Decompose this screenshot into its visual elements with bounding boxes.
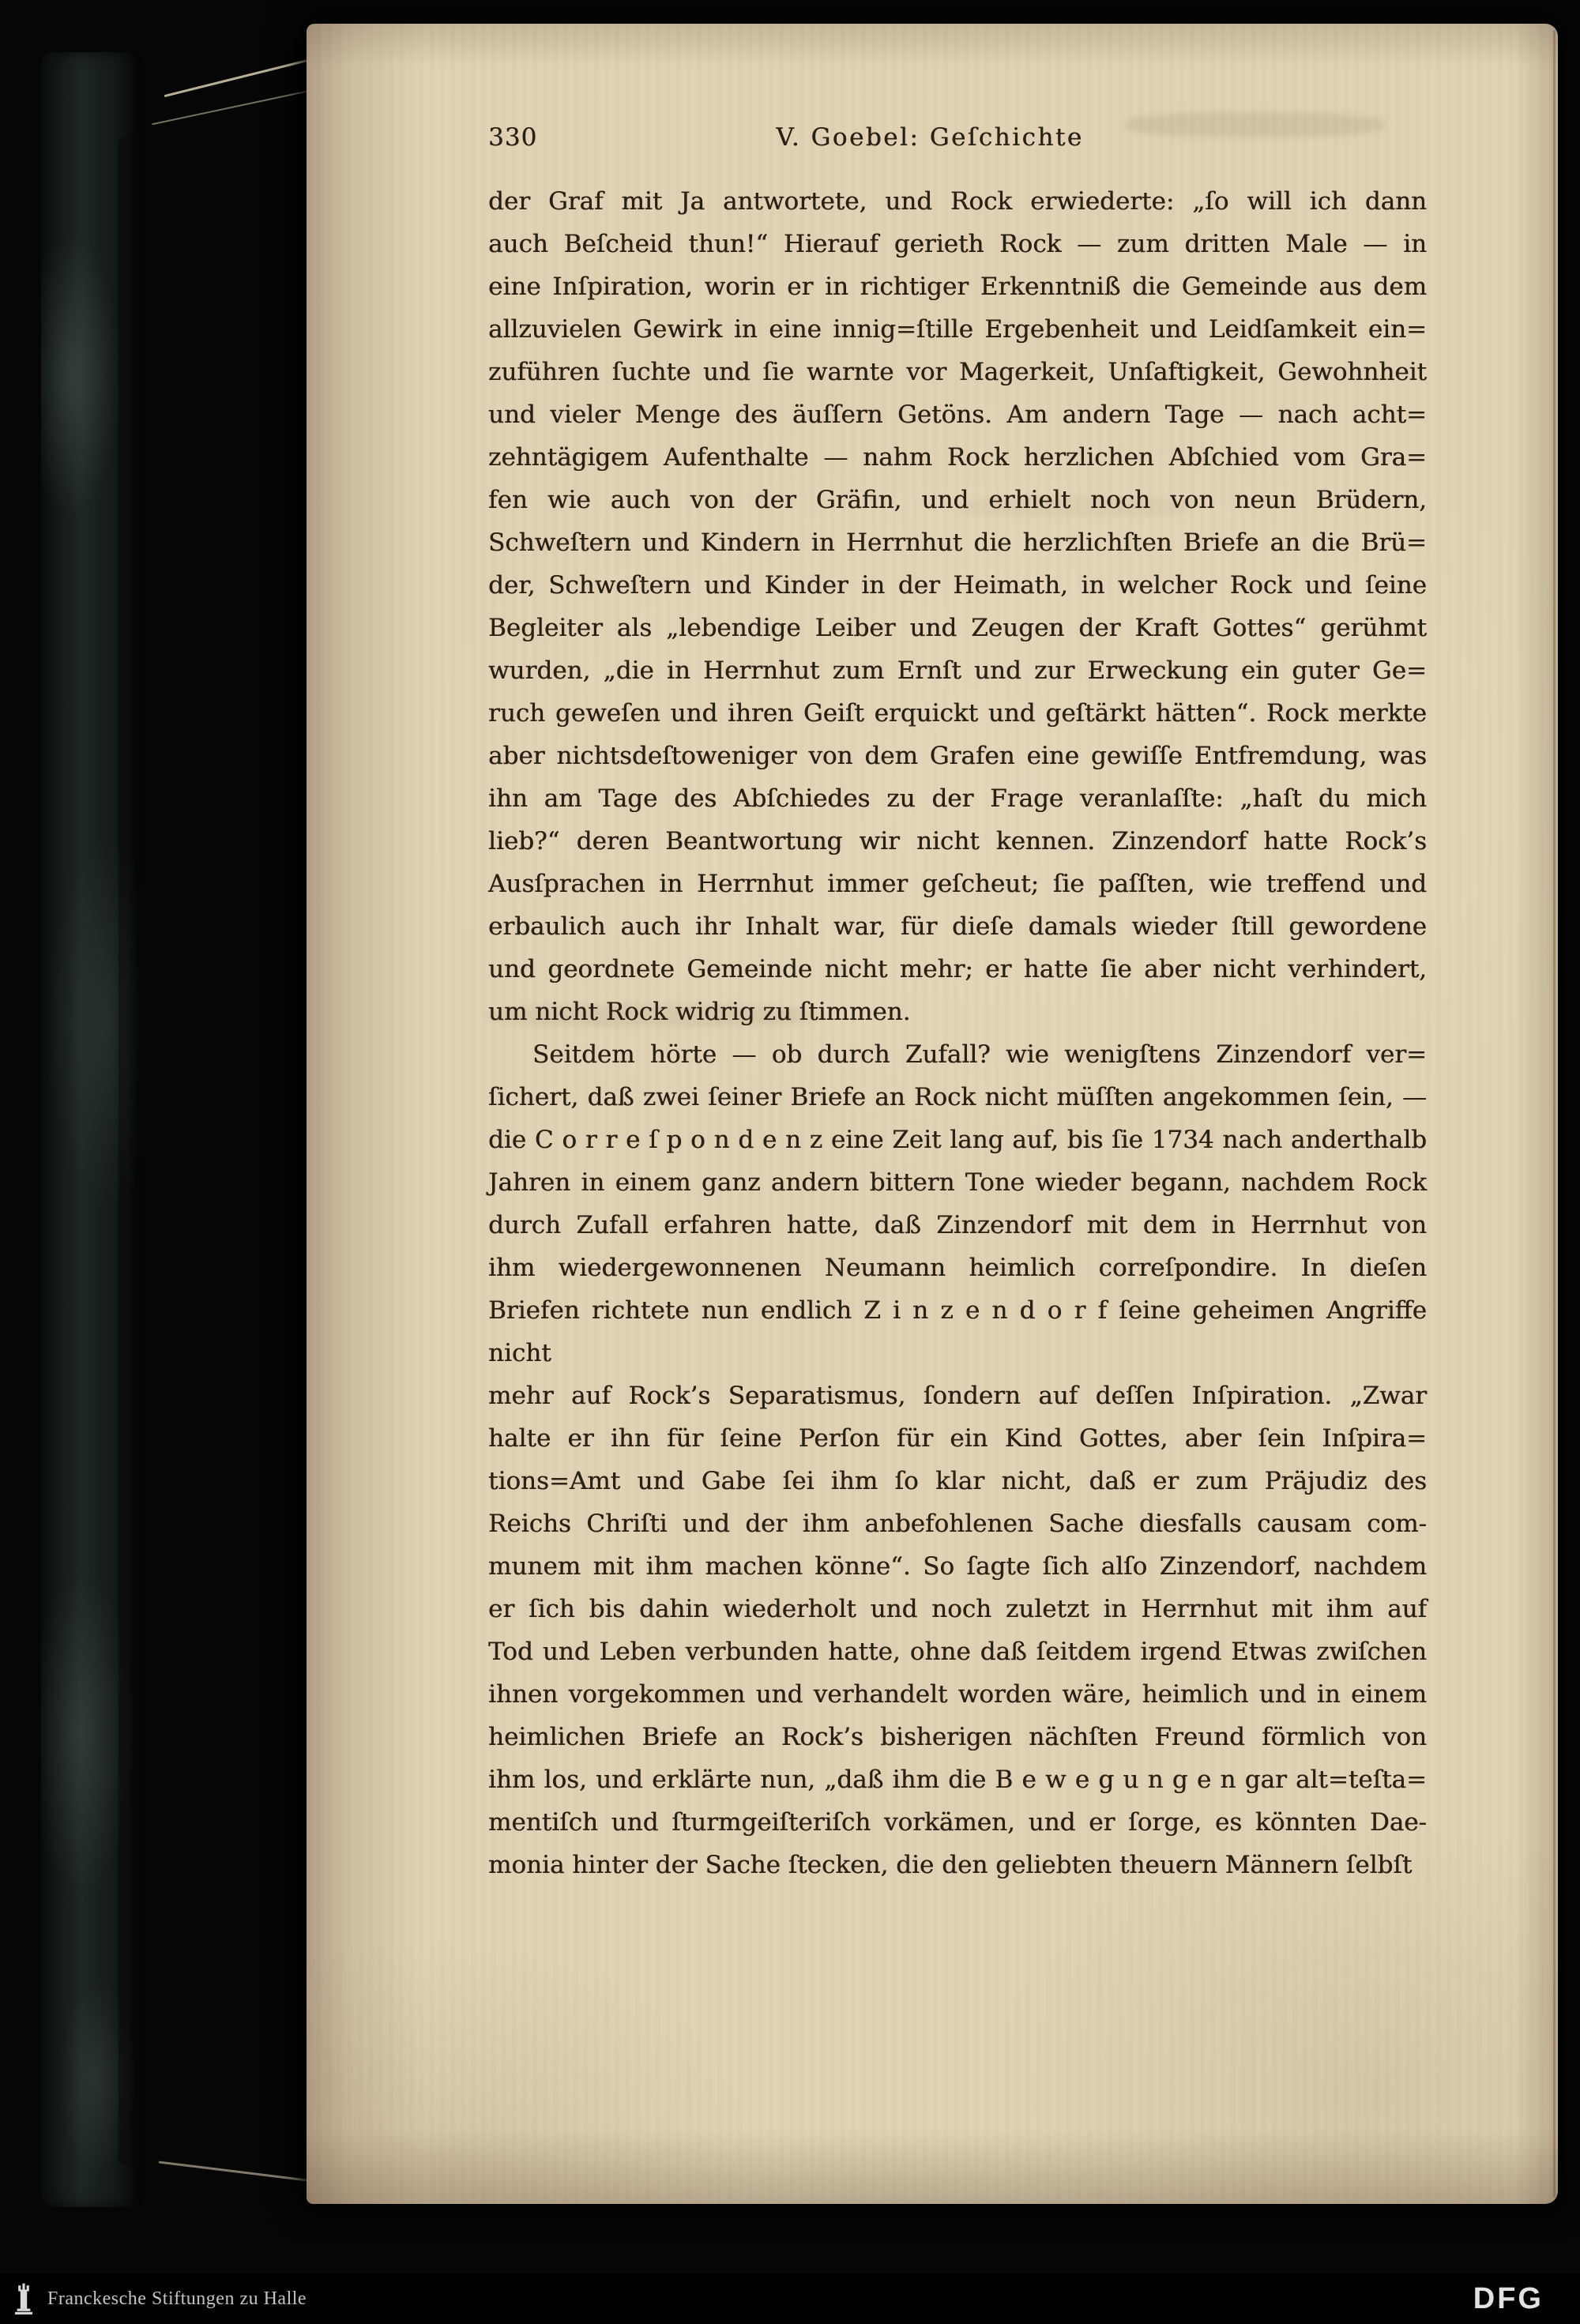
text-line: ihm wiedergewonnenen Neumann heimlich correſpondire. In dieſen [488,1254,1427,1282]
text-line: ruch geweſen und ihren Geiſt erquickt und geſtärkt hätten“. Rock merkte [488,699,1427,728]
text-line: lieb?“ deren Beantwortung wir nicht kennen. Zinzendorf hatte Rock’s [488,827,1427,856]
page-edge-stack [118,30,314,2220]
text-line: mentiſch und ſturmgeiſteriſch vorkämen, und er ſorge, es könnten Dae- [488,1808,1427,1837]
text-block [488,123,1427,1886]
text-line: auch Beſcheid thun!“ Hierauf gerieth Rock — zum dritten Male — in [488,230,1427,258]
text-line: um nicht Rock widrig zu ſtimmen. [488,998,911,1026]
text-line: wurden, „die in Herrnhut zum Ernſt und zur Erweckung ein guter Ge= [488,656,1427,685]
text-line: Seitdem hörte — ob durch Zufall? wie wenigſtens Zinzendorf ver= [532,1040,1427,1069]
text-line: erbaulich auch ihr Inhalt war, für dieſe damals wieder ſtill gewordene [488,912,1427,941]
text-line: aber nichtsdeſtoweniger von dem Grafen eine gewiſſe Entfremdung, was [488,742,1427,770]
text-line: tions=Amt und Gabe ſei ihm ſo klar nicht, daß er zum Präjudiz des [488,1467,1427,1495]
text-line: und vieler Menge des äuſſern Getöns. Am andern Tage — nach acht= [488,400,1427,429]
institution-name: Franckesche Stiftungen zu Halle [47,2288,307,2309]
institution-block [13,2282,307,2315]
text-line: ihn am Tage des Abſchiedes zu der Frage veranlaſſte: „haſt du mich [488,784,1427,813]
text-line: heimlichen Briefe an Rock’s bisherigen nächſten Freund förmlich von [488,1723,1427,1751]
text-line: Reichs Chriſti und der ihm anbefohlenen Sache diesfalls causam com- [488,1510,1427,1538]
body-text [488,180,1427,1886]
text-line: durch Zufall erfahren hatte, daß Zinzendorf mit dem in Herrnhut von [488,1211,1427,1239]
text-line: der Graf mit Ja antwortete, und Rock erwiederte: „ſo will ich dann [488,187,1427,216]
text-line: er ſich bis dahin wiederholt und noch zuletzt in Herrnhut mit ihm auf [488,1595,1427,1623]
text-line: Begleiter als „lebendige Leiber und Zeugen der Kraft Gottes“ gerühmt [488,614,1427,642]
text-line: Briefen richtete nun endlich Z i n z e n d o r f ſeine geheimen Angriffe nicht [488,1296,1427,1367]
text-line: und geordnete Gemeinde nicht mehr; er hatte ſie aber nicht verhindert, [488,955,1427,983]
scan-footer-bar [0,2273,1580,2324]
text-line: Ausſprachen in Herrnhut immer geſcheut; ſie paſſten, wie treffend und [488,870,1427,898]
dfg-logo: DFG [1473,2281,1544,2315]
text-line: der, Schweſtern und Kinder in der Heimath, in welcher Rock und ſeine [488,571,1427,600]
running-header: V. Goebel: Geſchichte [776,123,1084,152]
text-line: monia hinter der Sache ſtecken, die den geliebten theuern Männern ſelbſt [488,1851,1413,1879]
text-line: Jahren in einem ganz andern bittern Tone wieder begann, nachdem Rock [488,1168,1427,1197]
text-line: zehntägigem Aufenthalte — nahm Rock herzlichen Abſchied vom Gra= [488,443,1427,472]
text-line: munem mit ihm machen könne“. So ſagte ſich alſo Zinzendorf, nachdem [488,1552,1427,1581]
book-page [307,24,1558,2204]
text-line: allzuvielen Gewirk in eine innig=ſtille Ergebenheit und Leidſamkeit ein= [488,315,1427,344]
paragraph [488,180,1427,1033]
paragraph [488,1033,1427,1886]
text-line: eine Inſpiration, worin er in richtiger Erkenntniß die Gemeinde aus dem [488,273,1427,301]
text-line: Tod und Leben verbunden hatte, ohne daß ſeitdem irgend Etwas zwiſchen [488,1638,1427,1666]
text-line: zuführen ſuchte und ſie warnte vor Magerkeit, Unſaftigkeit, Gewohnheit [488,358,1427,386]
text-line: Schweſtern und Kindern in Herrnhut die herzlichſten Briefe an die Brü= [488,528,1427,557]
page-header [488,123,1427,160]
text-line: mehr auf Rock’s Separatismus, ſondern auf deſſen Inſpiration. „Zwar [488,1382,1427,1410]
text-line: halte er ihn für ſeine Perſon für ein Kind Gottes, aber ſein Inſpira= [488,1424,1427,1453]
text-line: ihm los, und erklärte nun, „daß ihm die B e w e g u n g e n gar alt=teſta= [488,1766,1427,1794]
text-line: ſichert, daß zwei ſeiner Briefe an Rock nicht müſſten angekommen ſein, — [488,1083,1427,1111]
text-line: die C o r r e ſ p o n d e n z eine Zeit lang auf, bis ſie 1734 nach anderthalb [488,1126,1427,1154]
page-number: 330 [488,123,538,152]
text-line: fen wie auch von der Gräfin, und erhielt noch von neun Brüdern, [488,486,1427,514]
text-line: ihnen vorgekommen und verhandelt worden wäre, heimlich und in einem [488,1680,1427,1709]
franckesche-emblem-icon [13,2282,35,2315]
